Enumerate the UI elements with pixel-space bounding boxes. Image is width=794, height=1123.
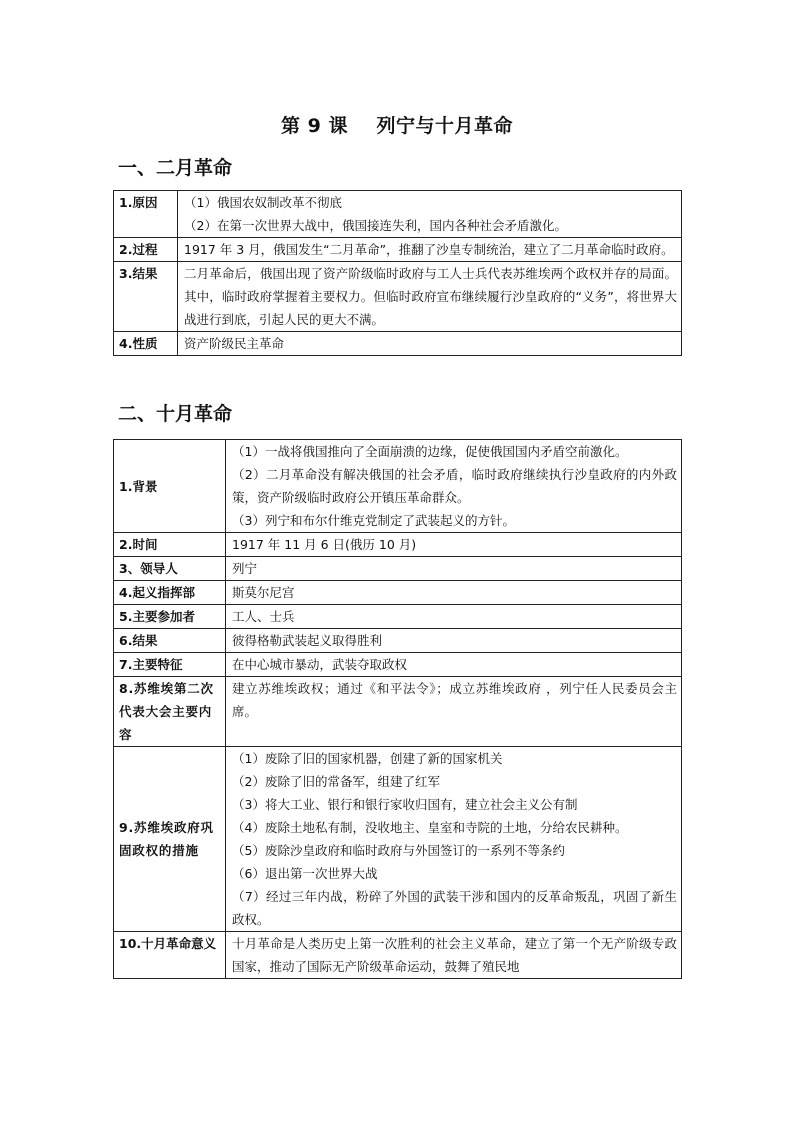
content-line: （1）一战将俄国推向了全面崩溃的边缘，促使俄国国内矛盾空前激化。 xyxy=(232,444,628,459)
row-label-nature: 4.性质 xyxy=(114,332,178,356)
row-label-result: 3.结果 xyxy=(114,262,178,332)
content-line: 资产阶级民主革命 xyxy=(184,336,285,351)
row-content-leader xyxy=(226,557,682,581)
table-row xyxy=(114,238,682,262)
content-line: 列宁 xyxy=(232,561,258,576)
content-line: （3）列宁和布尔什维克党制定了武装起义的方针。 xyxy=(232,513,515,528)
row-label-significance: 10.十月革命意义 xyxy=(114,932,226,979)
table-row xyxy=(114,932,682,979)
table-row xyxy=(114,440,682,533)
table-row xyxy=(114,332,682,356)
content-line: 在中心城市暴动，武装夺取政权 xyxy=(232,657,408,672)
row-content-result xyxy=(178,262,682,332)
content-line: 彼得格勒武装起义取得胜利 xyxy=(232,633,383,648)
content-line: （4）废除土地私有制，没收地主、皇室和寺院的土地，分给农民耕种。 xyxy=(232,820,628,835)
row-label-headquarters: 4.起义指挥部 xyxy=(114,581,226,605)
row-content-process xyxy=(178,238,682,262)
lesson-title: 第 9 课 列宁与十月革命 xyxy=(281,115,513,137)
row-label-second-congress: 8.苏维埃第二次代表大会主要内容 xyxy=(114,677,226,747)
row-content-cause xyxy=(178,191,682,238)
table-row xyxy=(114,605,682,629)
table-row xyxy=(114,191,682,238)
content-line: 1917 年 11 月 6 日(俄历 10 月) xyxy=(232,537,417,552)
content-line: （1）废除了旧的国家机器，创建了新的国家机关 xyxy=(232,751,503,766)
content-line: （7）经过三年内战，粉碎了外国的武装干涉和国内的反革命叛乱，巩固了新生政权。 xyxy=(232,889,677,927)
table-row xyxy=(114,557,682,581)
section-heading-october-revolution: 二、十月革命 xyxy=(118,403,233,425)
row-label-time: 2.时间 xyxy=(114,533,226,557)
october-revolution-table xyxy=(113,439,682,979)
table-row xyxy=(114,533,682,557)
february-revolution-table xyxy=(113,190,682,356)
table-row xyxy=(114,747,682,932)
table-row xyxy=(114,262,682,332)
content-line: （5）废除沙皇政府和临时政府与外国签订的一系列不等条约 xyxy=(232,843,565,858)
row-content-significance xyxy=(226,932,682,979)
content-line: （2）二月革命没有解决俄国的社会矛盾，临时政府继续执行沙皇政府的内外政策，资产阶级临时政府公开镇压革命群众。 xyxy=(232,467,677,505)
row-label-leader: 3、领导人 xyxy=(114,557,226,581)
row-content-nature xyxy=(178,332,682,356)
content-line: （2）废除了旧的常备军，组建了红军 xyxy=(232,774,440,789)
row-label-consolidation-measures: 9.苏维埃政府巩固政权的措施 xyxy=(114,747,226,932)
row-content-background xyxy=(226,440,682,533)
row-content-headquarters xyxy=(226,581,682,605)
content-line: （1）俄国农奴制改革不彻底 xyxy=(184,195,342,210)
row-label-process: 2.过程 xyxy=(114,238,178,262)
row-content-second-congress xyxy=(226,677,682,747)
content-line: 斯莫尔尼宫 xyxy=(232,585,295,600)
content-line: 建立苏维埃政权；通过《和平法令》；成立苏维埃政府 ，列宁任人民委员会主席。 xyxy=(232,681,677,719)
table-row xyxy=(114,629,682,653)
content-line: （2）在第一次世界大战中，俄国接连失利，国内各种社会矛盾激化。 xyxy=(184,218,567,233)
row-content-features xyxy=(226,653,682,677)
section-heading-february-revolution: 一、二月革命 xyxy=(118,157,233,179)
table-row xyxy=(114,581,682,605)
content-line: （3）将大工业、银行和银行家收归国有，建立社会主义公有制 xyxy=(232,797,578,812)
content-line: 1917 年 3 月，俄国发生“二月革命”，推翻了沙皇专制统治，建立了二月革命临时政府。 xyxy=(184,242,674,257)
content-line: 工人、士兵 xyxy=(232,609,295,624)
table-row xyxy=(114,677,682,747)
row-label-background: 1.背景 xyxy=(114,440,226,533)
row-label-features: 7.主要特征 xyxy=(114,653,226,677)
row-content-time xyxy=(226,533,682,557)
content-line: 十月革命是人类历史上第一次胜利的社会主义革命，建立了第一个无产阶级专政国家，推动了国际无产阶级革命运动，鼓舞了殖民地 xyxy=(232,936,677,974)
content-line: （6）退出第一次世界大战 xyxy=(232,866,378,881)
row-content-consolidation-measures xyxy=(226,747,682,932)
row-label-cause: 1.原因 xyxy=(114,191,178,238)
table-row xyxy=(114,653,682,677)
row-label-participants: 5.主要参加者 xyxy=(114,605,226,629)
row-content-outcome xyxy=(226,629,682,653)
row-label-outcome: 6.结果 xyxy=(114,629,226,653)
content-line: 二月革命后，俄国出现了资产阶级临时政府与工人士兵代表苏维埃两个政权并存的局面。其中，临时政府掌握着主要权力。但临时政府宣布继续履行沙皇政府的“义务”，将世界大战进行到底，引起人民的更大不满。 xyxy=(184,266,677,327)
row-content-participants xyxy=(226,605,682,629)
